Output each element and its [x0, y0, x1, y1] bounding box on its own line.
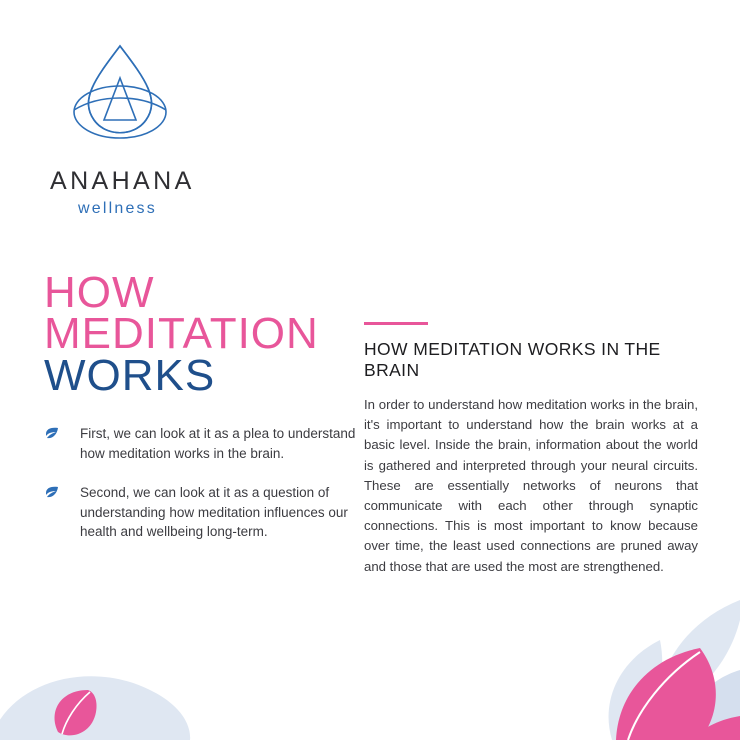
- list-item: [44, 424, 364, 463]
- leaf-bullet-icon: [44, 427, 60, 441]
- triquetra-logo-icon: [60, 34, 180, 154]
- pink-leaf-icon: [55, 690, 97, 735]
- brand-name: ANAHANA: [50, 167, 195, 195]
- article-title: HOW MEDITATION WORKS IN THE BRAIN: [364, 339, 661, 380]
- page-title-line-1: HOW: [44, 268, 155, 317]
- grey-leaves-icon: [609, 600, 740, 740]
- bullet-list: [44, 424, 364, 562]
- brand-logo-block: [50, 34, 290, 218]
- article-column: [364, 322, 698, 577]
- page-title-line-3: WORKS: [44, 350, 216, 400]
- brand-tagline: wellness: [78, 200, 157, 217]
- article-body: In order to understand how meditation works in the brain, it's important to understand how the brain works at a basic level. Inside the brain, information about the world is gathered and interpreted through your neural circuits. These are essentially networks of neurons that communicate with each other through synaptic connections. This is most important to know because over time, the least used connections are pruned away and those that are used the most are strengthened.: [364, 397, 698, 574]
- list-item-label: Second, we can look at it as a question of understanding how meditation influences our health and wellbeing long-term.: [80, 485, 348, 540]
- page-title-line-2: MEDITATION: [44, 309, 319, 359]
- accent-rule: [364, 322, 428, 325]
- list-item-label: First, we can look at it as a plea to understand how meditation works in the brain.: [80, 426, 356, 461]
- list-item: [44, 483, 364, 542]
- page-title: [44, 268, 344, 400]
- leaf-bullet-icon: [44, 486, 60, 500]
- pink-leaves-icon: [616, 648, 740, 740]
- blue-blob-shape: [0, 676, 190, 740]
